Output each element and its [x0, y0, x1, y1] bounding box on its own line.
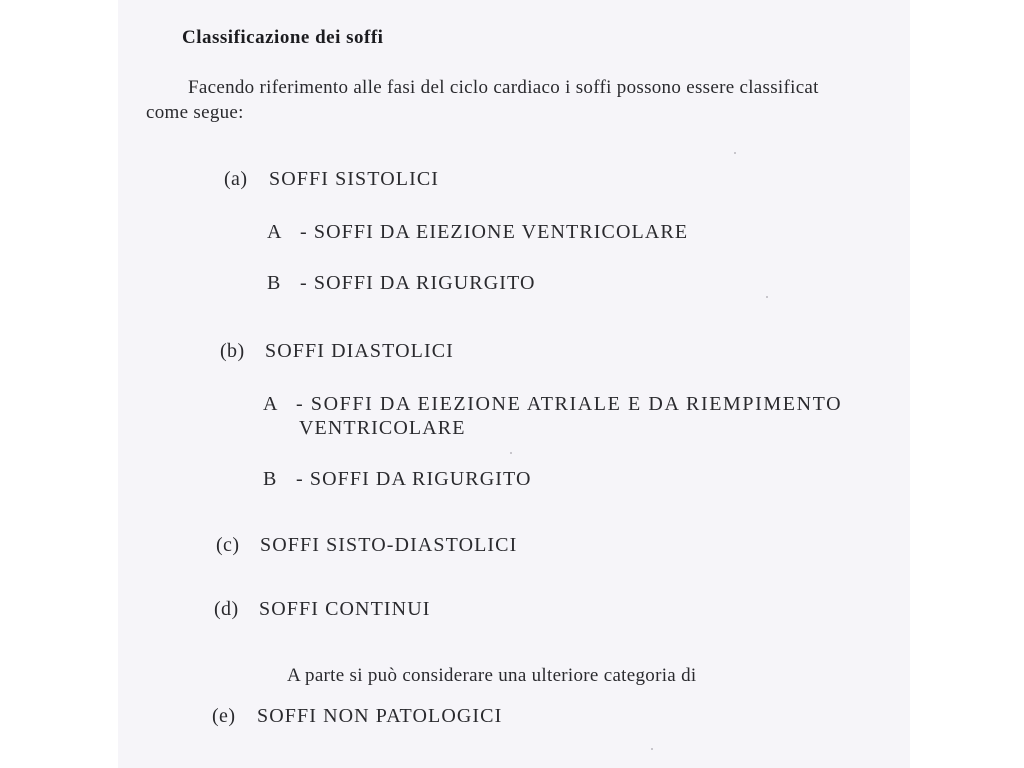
intro-line-1: Facendo riferimento alle fasi del ciclo cardiaco i soffi possono essere classificat — [188, 77, 819, 98]
section-a-heading: SOFFI SISTOLICI — [269, 168, 440, 190]
scanned-page — [118, 0, 910, 768]
scan-speck — [510, 452, 512, 454]
section-a-item-a-marker: A — [267, 221, 282, 243]
section-b-item-a-text: - SOFFI DA EIEZIONE ATRIALE E DA RIEMPIMENTO — [296, 393, 843, 415]
section-c-heading: SOFFI SISTO-DIASTOLICI — [260, 534, 518, 556]
section-c-marker: (c) — [216, 534, 240, 556]
section-d-marker: (d) — [214, 598, 239, 620]
section-a-item-b-text: - SOFFI DA RIGURGITO — [300, 272, 536, 294]
section-b-marker: (b) — [220, 340, 245, 362]
section-a-item-a-text: - SOFFI DA EIEZIONE VENTRICOLARE — [300, 221, 689, 243]
section-b-item-a-continuation: VENTRICOLARE — [299, 417, 466, 439]
section-b-item-b-marker: B — [263, 468, 277, 490]
section-e-marker: (e) — [212, 705, 236, 727]
section-a-marker: (a) — [224, 168, 248, 190]
note-text: A parte si può considerare una ulteriore categoria di — [287, 665, 697, 686]
scan-speck — [651, 748, 653, 750]
scan-speck — [766, 296, 768, 298]
intro-line-2: come segue: — [146, 102, 244, 123]
section-d-heading: SOFFI CONTINUI — [259, 598, 431, 620]
section-a-item-b-marker: B — [267, 272, 281, 294]
scan-speck — [734, 152, 736, 154]
section-e-heading: SOFFI NON PATOLOGICI — [257, 705, 503, 727]
section-b-heading: SOFFI DIASTOLICI — [265, 340, 454, 362]
section-b-item-b-text: - SOFFI DA RIGURGITO — [296, 468, 532, 490]
section-b-item-a-marker: A — [263, 393, 278, 415]
document-title: Classificazione dei soffi — [182, 27, 384, 48]
